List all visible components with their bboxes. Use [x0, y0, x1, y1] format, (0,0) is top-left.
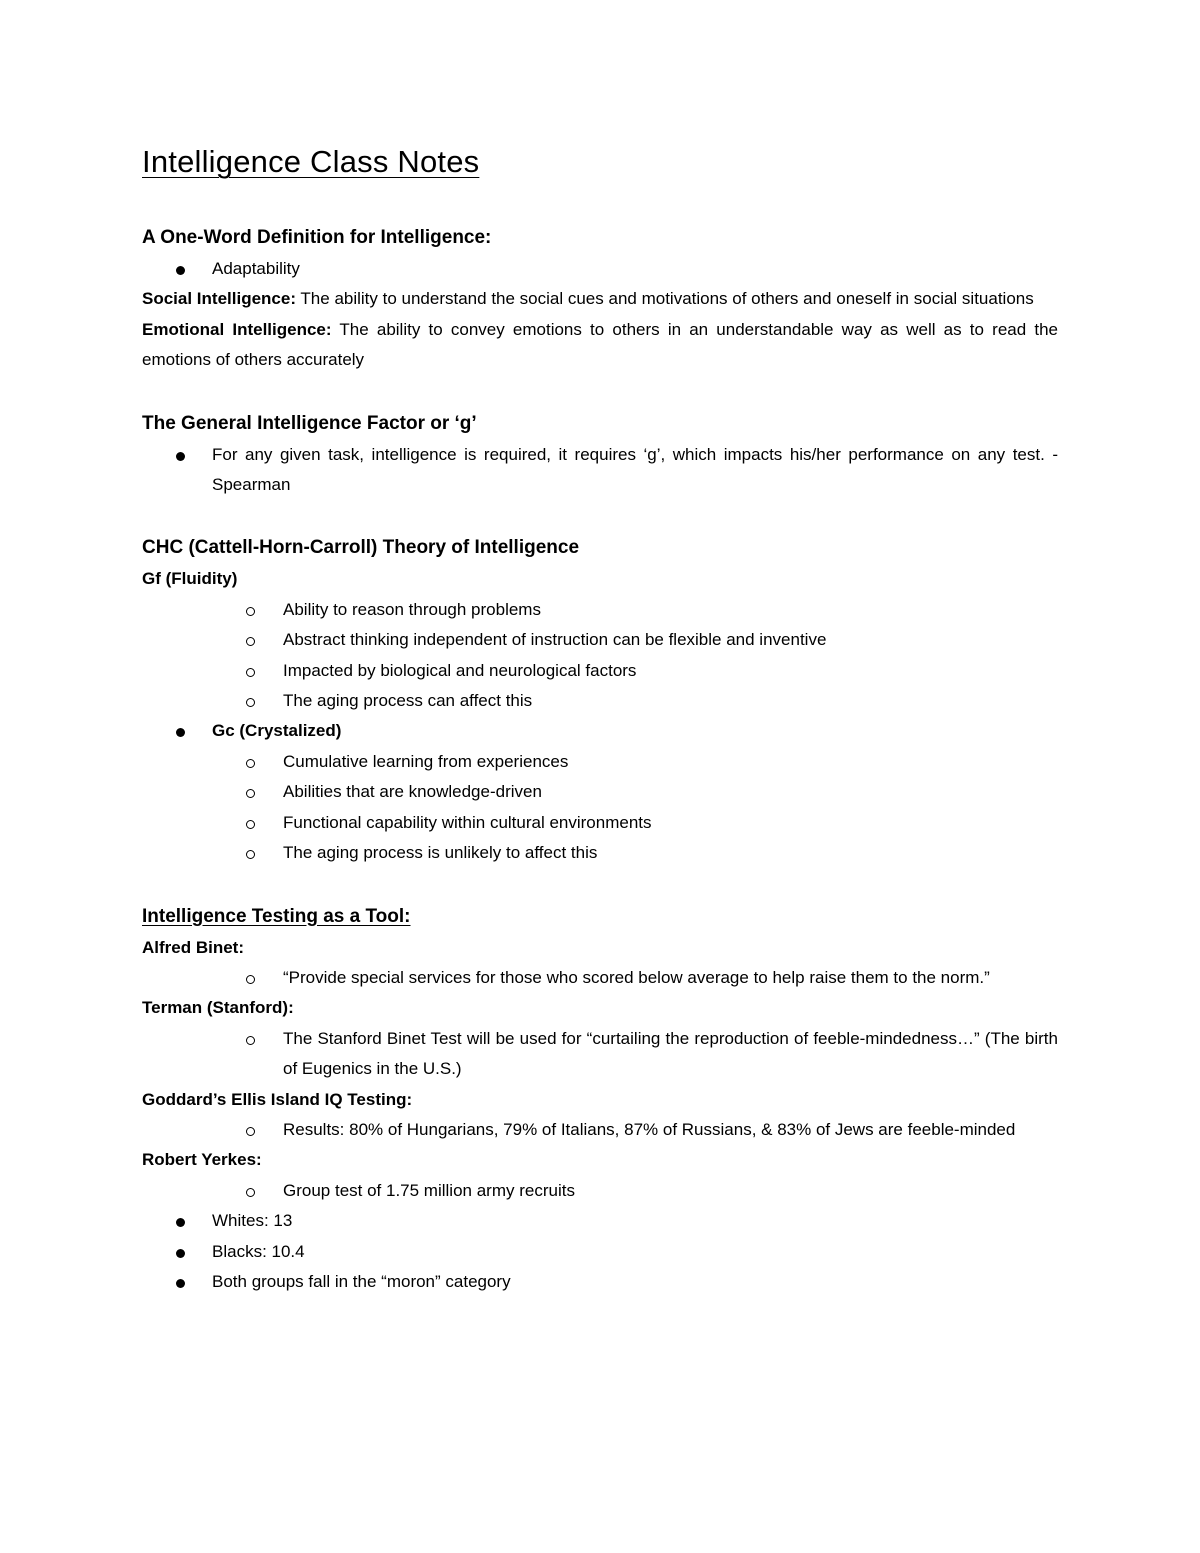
list-item-text: Functional capability within cultural environments: [283, 812, 652, 832]
bullet-circle-icon: [246, 789, 255, 798]
bullet-circle-icon: [246, 1127, 255, 1136]
list-item: [142, 686, 1058, 716]
bullet-circle-icon: [246, 668, 255, 677]
list-item-text: “Provide special services for those who scored below average to help raise them to the norm.”: [283, 967, 990, 987]
list-item: [142, 1267, 1058, 1297]
bullet-circle-icon: [246, 698, 255, 707]
list-item-text: Adaptability: [212, 259, 300, 278]
list-item: [142, 1237, 1058, 1267]
list-item-text: Blacks: 10.4: [212, 1241, 305, 1261]
heading-one-word-definition: A One-Word Definition for Intelligence:: [142, 227, 492, 248]
list-item-text: Results: 80% of Hungarians, 79% of Italians, 87% of Russians, & 83% of Jews are feeble-minded: [283, 1119, 1016, 1139]
gf-label: Gf (Fluidity): [142, 569, 238, 589]
bullet-dot-icon: [176, 1218, 185, 1227]
bullet-circle-icon: [246, 975, 255, 984]
bullet-dot-icon: [176, 1279, 185, 1288]
list-item: [142, 1206, 1058, 1236]
heading-general-intelligence: The General Intelligence Factor or ‘g’: [142, 412, 477, 434]
list-item: [142, 963, 1058, 993]
heading-chc-theory: CHC (Cattell-Horn-Carroll) Theory of Intelligence: [142, 537, 580, 559]
document-page: [142, 140, 1058, 1297]
list-item-text: The aging process can affect this: [283, 691, 533, 711]
social-intelligence-definition: [142, 284, 1058, 314]
bullet-dot-icon: [176, 266, 185, 275]
list-item: [142, 777, 1058, 807]
bullet-circle-icon: [246, 1036, 255, 1045]
bullet-circle-icon: [246, 637, 255, 646]
bullet-dot-icon: [176, 452, 185, 461]
gc-label-item: [142, 716, 1058, 746]
list-item-text: Both groups fall in the “moron” category: [212, 1271, 511, 1291]
bullet-dot-icon: [176, 1249, 185, 1258]
list-item-text: Abstract thinking independent of instruction can be flexible and inventive: [283, 630, 827, 650]
term-text: The ability to convey emotions to others in an understandable way as well as to read the emotions of others accurately: [142, 319, 1058, 370]
bullet-circle-icon: [246, 607, 255, 616]
yerkes-label: Robert Yerkes:: [142, 1150, 262, 1170]
list-item-text: For any given task, intelligence is required, it requires ‘g’, which impacts his/her performance on any test. -Spearman: [212, 444, 1058, 495]
list-item: [142, 254, 1058, 284]
list-item: [142, 1176, 1058, 1206]
term-text: The ability to understand the social cues and motivations of others and oneself in social situations: [300, 289, 1034, 309]
page-title: Intelligence Class Notes: [142, 144, 480, 179]
list-item-text: Cumulative learning from experiences: [283, 751, 569, 771]
list-item: [142, 656, 1058, 686]
list-item-text: Whites: 13: [212, 1211, 293, 1231]
list-item-text: The Stanford Binet Test will be used for “curtailing the reproduction of feeble-mindedness…” (The birth of Eugenics in the U.S.): [283, 1028, 1058, 1079]
list-item: [142, 440, 1058, 501]
bullet-dot-icon: [176, 728, 185, 737]
goddard-label: Goddard’s Ellis Island IQ Testing:: [142, 1089, 413, 1109]
list-item: [142, 1115, 1058, 1145]
heading-intelligence-testing: Intelligence Testing as a Tool:: [142, 905, 411, 927]
term-label: Emotional Intelligence:: [142, 319, 332, 339]
list-item: [142, 625, 1058, 655]
bullet-circle-icon: [246, 850, 255, 859]
bullet-circle-icon: [246, 759, 255, 768]
bullet-circle-icon: [246, 820, 255, 829]
list-item: [142, 808, 1058, 838]
list-item-text: Abilities that are knowledge-driven: [283, 782, 542, 802]
bullet-circle-icon: [246, 1188, 255, 1197]
list-item-text: The aging process is unlikely to affect this: [283, 843, 598, 863]
emotional-intelligence-definition: [142, 315, 1058, 376]
list-item-text: Ability to reason through problems: [283, 599, 541, 619]
list-item-text: Group test of 1.75 million army recruits: [283, 1180, 575, 1200]
list-item: [142, 747, 1058, 777]
terman-label: Terman (Stanford):: [142, 998, 294, 1018]
term-label: Social Intelligence:: [142, 289, 296, 309]
gc-label: Gc (Crystalized): [212, 721, 342, 741]
binet-label: Alfred Binet:: [142, 937, 244, 957]
list-item: [142, 838, 1058, 868]
list-item: [142, 595, 1058, 625]
list-item-text: Impacted by biological and neurological factors: [283, 660, 637, 680]
list-item: [142, 1024, 1058, 1085]
